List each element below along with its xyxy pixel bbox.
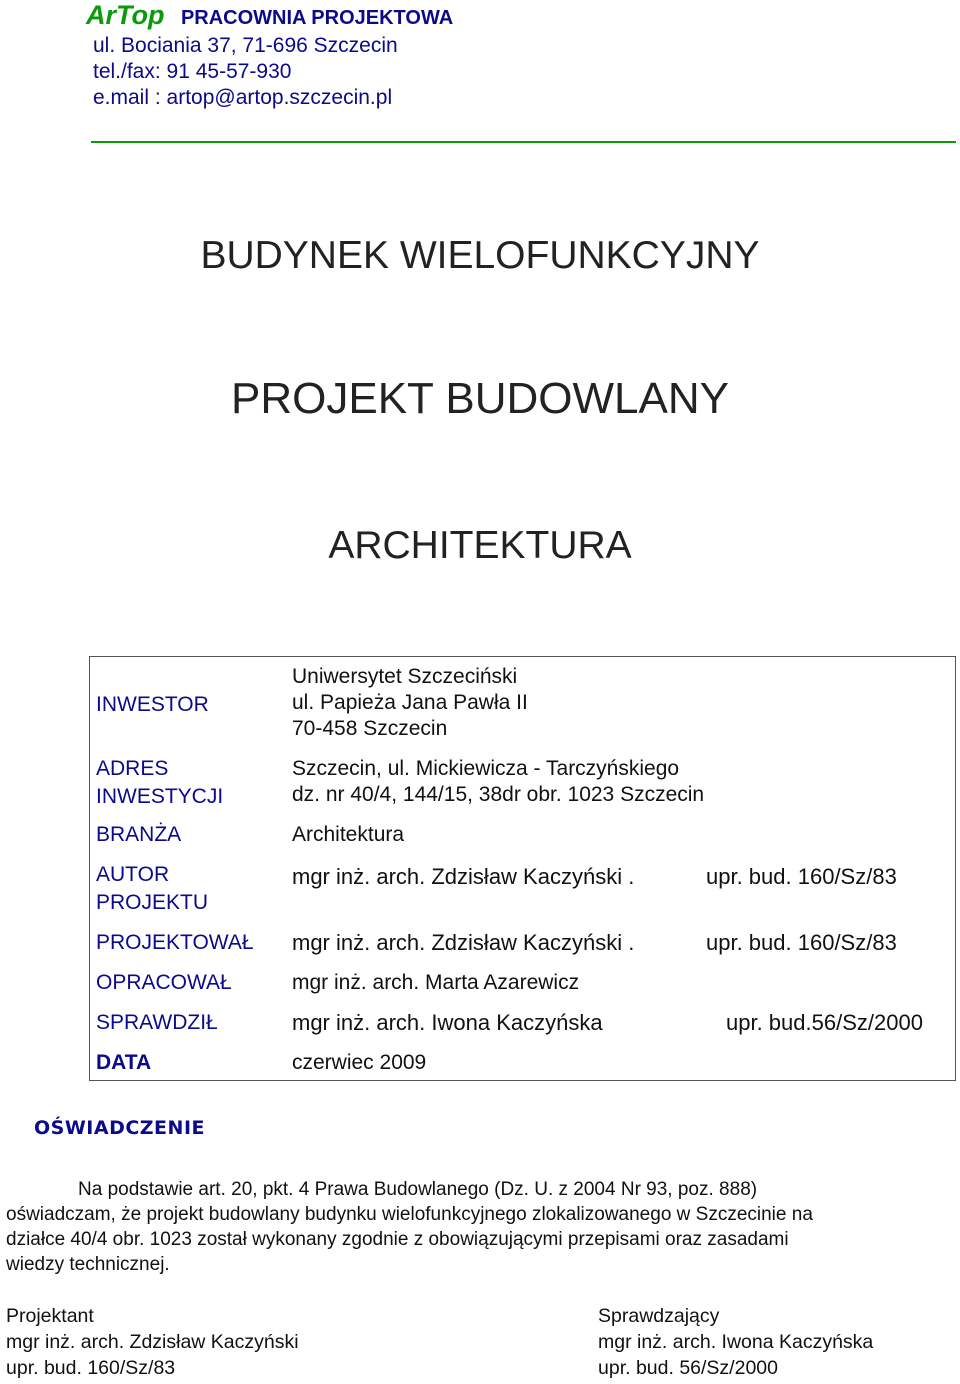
declaration-line-3: działce 40/4 obr. 1023 został wykonany zgodnie z obowiązującymi przepisami oraz zasadami xyxy=(6,1229,789,1250)
date-value: czerwiec 2009 xyxy=(292,1051,427,1074)
address-label-1: ADRES xyxy=(96,757,169,780)
investor-label: INWESTOR xyxy=(96,693,209,716)
checked-name: mgr inż. arch. Iwona Kaczyńska xyxy=(292,1010,603,1035)
checker-license: upr. bud. 56/Sz/2000 xyxy=(598,1357,778,1379)
building-title: BUDYNEK WIELOFUNKCYJNY xyxy=(200,234,760,277)
prepared-label: OPRACOWAŁ xyxy=(96,971,232,994)
header-divider xyxy=(91,141,956,143)
project-title: PROJEKT BUDOWLANY xyxy=(231,374,729,423)
designed-name: mgr inż. arch. Zdzisław Kaczyński . xyxy=(292,930,635,955)
author-label-1: AUTOR xyxy=(96,863,170,886)
prepared-name: mgr inż. arch. Marta Azarewicz xyxy=(292,971,580,994)
declaration-heading: OŚWIADCZENIE xyxy=(34,1117,205,1139)
checked-license: upr. bud.56/Sz/2000 xyxy=(726,1010,923,1035)
address-line-1: Szczecin, ul. Mickiewicza - Tarczyńskiego xyxy=(292,757,680,780)
checker-role: Sprawdzający xyxy=(598,1305,720,1327)
firm-phone: tel./fax: 91 45-57-930 xyxy=(93,60,292,83)
investor-line-2: ul. Papieża Jana Pawła II xyxy=(292,691,528,714)
designer-name: mgr inż. arch. Zdzisław Kaczyński xyxy=(6,1331,299,1353)
designer-role: Projektant xyxy=(6,1305,94,1327)
firm-name: PRACOWNIA PROJEKTOWA xyxy=(180,7,454,29)
author-license: upr. bud. 160/Sz/83 xyxy=(706,864,897,889)
brand-logo: ArTop xyxy=(86,0,165,30)
checked-label: SPRAWDZIŁ xyxy=(96,1011,218,1034)
firm-address: ul. Bociania 37, 71-696 Szczecin xyxy=(93,34,398,57)
declaration-line-1: Na podstawie art. 20, pkt. 4 Prawa Budowlanego (Dz. U. z 2004 Nr 93, poz. 888) xyxy=(78,1179,758,1200)
date-label: DATA xyxy=(96,1051,152,1074)
author-name: mgr inż. arch. Zdzisław Kaczyński . xyxy=(292,864,635,889)
branch-label: BRANŻA xyxy=(96,823,182,846)
designed-label: PROJEKTOWAŁ xyxy=(96,931,254,954)
declaration-line-2: oświadczam, że projekt budowlany budynku wielofunkcyjnego zlokalizowanego w Szczecinie na xyxy=(6,1204,813,1225)
designed-license: upr. bud. 160/Sz/83 xyxy=(706,930,897,955)
firm-header xyxy=(86,0,453,30)
address-line-2: dz. nr 40/4, 144/15, 38dr obr. 1023 Szczecin xyxy=(292,783,705,806)
investor-line-1: Uniwersytet Szczeciński xyxy=(292,665,518,688)
discipline-title: ARCHITEKTURA xyxy=(328,524,632,567)
checker-name: mgr inż. arch. Iwona Kaczyńska xyxy=(598,1331,874,1353)
declaration-line-4: wiedzy technicznej. xyxy=(6,1254,170,1275)
author-label-2: PROJEKTU xyxy=(96,891,209,914)
investor-line-3: 70-458 Szczecin xyxy=(292,717,448,740)
address-label-2: INWESTYCJI xyxy=(96,785,224,808)
firm-email: e.mail : artop@artop.szczecin.pl xyxy=(93,86,393,109)
branch-value: Architektura xyxy=(292,823,405,846)
designer-license: upr. bud. 160/Sz/83 xyxy=(6,1357,176,1379)
